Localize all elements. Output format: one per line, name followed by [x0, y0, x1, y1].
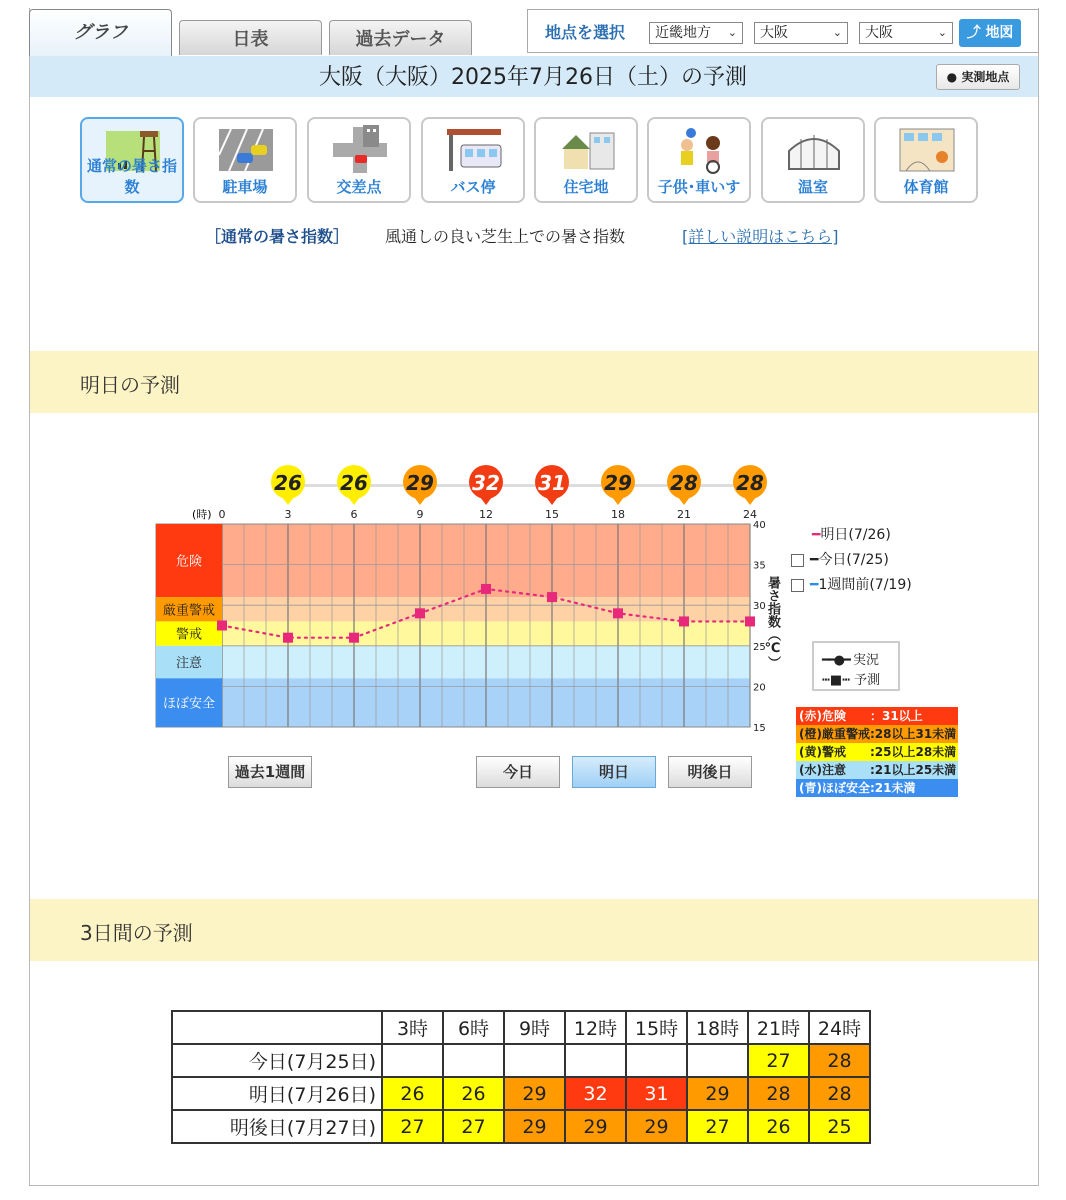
table-cell: 28	[809, 1077, 870, 1110]
table-header: 6時	[443, 1011, 504, 1044]
x-tick-label: 6	[350, 508, 358, 521]
x-tick-label: 15	[545, 508, 559, 521]
key-caution: (水)注意 :21以上25未満	[796, 761, 958, 779]
category-label: 通常の暑さ指数	[86, 157, 177, 196]
data-point	[613, 608, 623, 618]
category-label: 子供･車いす	[657, 178, 741, 196]
table-cell: 29	[504, 1110, 565, 1143]
band-label: 注意	[175, 656, 203, 672]
station-select[interactable]	[859, 22, 953, 44]
category-label: 交差点	[336, 178, 382, 196]
category-label: 住宅地	[563, 178, 609, 196]
category-bus-stop[interactable]	[421, 117, 525, 203]
wbgt-marker: 29	[601, 465, 635, 499]
prefecture-value: 大阪	[760, 25, 788, 41]
category-normal-wbgt[interactable]	[80, 117, 184, 203]
table-cell	[626, 1044, 687, 1077]
table-row-label: 今日(7月25日)	[172, 1044, 382, 1077]
table-cell: 28	[748, 1077, 809, 1110]
intersection-icon	[331, 125, 389, 175]
y-tick-label: 15	[753, 723, 766, 734]
solid-line-icon: ━━●━	[822, 653, 849, 668]
map-button[interactable]	[959, 19, 1021, 47]
key-safe: (青)ほぼ安全:21未満	[796, 779, 958, 797]
chevron-down-icon: ⌄	[727, 26, 737, 39]
legend-week-ago[interactable]	[791, 574, 912, 594]
observation-points-label: 実測地点	[961, 70, 1010, 84]
data-point	[415, 608, 425, 618]
legend-label: 1週間前(7/19)	[818, 577, 912, 593]
line-style-key	[812, 641, 900, 691]
table-row	[172, 1077, 870, 1110]
tomorrow-button[interactable]: 明日	[572, 756, 656, 788]
table-cell: 28	[809, 1044, 870, 1077]
wbgt-marker: 31	[535, 465, 569, 499]
category-label: 温室	[797, 178, 828, 196]
table-header: 12時	[565, 1011, 626, 1044]
band-label: 警戒	[175, 627, 203, 643]
category-greenhouse[interactable]	[761, 117, 865, 203]
data-point	[349, 633, 359, 643]
data-point	[481, 584, 491, 594]
x-tick-label: 9	[416, 508, 424, 521]
y-tick-label: 40	[753, 520, 766, 531]
table-cell	[565, 1044, 626, 1077]
table-row	[172, 1110, 870, 1143]
wbgt-chart	[150, 500, 790, 740]
legend-line-swatch: ━	[810, 577, 819, 593]
y-tick-label: 30	[753, 601, 766, 613]
x-tick-label: 21	[677, 508, 691, 521]
region-select[interactable]	[649, 22, 743, 44]
key-warning: (黄)警戒 :25以上28未満	[796, 743, 958, 761]
x-tick-label: 0	[218, 508, 226, 521]
legend-today[interactable]	[791, 549, 889, 569]
description-heading: ［通常の暑さ指数］	[205, 227, 350, 246]
table-header: 9時	[504, 1011, 565, 1044]
y-tick-label: 35	[753, 560, 766, 572]
tab-daily-table[interactable]: 日表	[179, 20, 322, 55]
y-tick-label: 25	[753, 641, 766, 653]
x-tick-label: 12	[479, 508, 493, 521]
category-label: 体育館	[903, 178, 949, 196]
table-cell	[382, 1044, 443, 1077]
today-button[interactable]: 今日	[476, 756, 560, 788]
tab-past-data[interactable]: 過去データ	[329, 20, 472, 55]
wbgt-marker: 28	[667, 465, 701, 499]
section-3days	[30, 899, 1038, 961]
table-cell	[504, 1044, 565, 1077]
table-cell: 29	[626, 1110, 687, 1143]
x-tick-label: 18	[611, 508, 625, 521]
x-unit-label: (時)	[192, 508, 212, 521]
day-after-button[interactable]: 明後日	[668, 756, 752, 788]
prefecture-select[interactable]	[754, 22, 848, 44]
table-header: 21時	[748, 1011, 809, 1044]
category-child-wheelchair[interactable]	[647, 117, 751, 203]
x-tick-label: 3	[284, 508, 292, 521]
legend-label: 明日(7/26)	[820, 527, 891, 543]
section-title: 3日間の予測	[80, 921, 193, 945]
map-button-label: 地図	[985, 25, 1014, 41]
tab-graph[interactable]: グラフ	[29, 9, 172, 56]
y-axis-label: 暑さ指数（℃）	[765, 576, 780, 669]
legend-label: 今日(7/25)	[818, 552, 889, 568]
observation-points-button[interactable]	[936, 64, 1020, 90]
table-cell: 32	[565, 1077, 626, 1110]
chevron-down-icon: ⌄	[832, 26, 842, 39]
key-forecast	[822, 669, 880, 688]
location-label: 地点を選択	[545, 23, 626, 42]
key-observed	[822, 649, 879, 668]
legend-checkbox[interactable]	[791, 579, 804, 592]
table-header-row	[172, 1011, 870, 1044]
category-intersection[interactable]	[307, 117, 411, 203]
table-header: 3時	[382, 1011, 443, 1044]
key-label: 実況	[852, 653, 879, 668]
legend-checkbox[interactable]	[791, 554, 804, 567]
wbgt-marker: 32	[469, 465, 503, 499]
key-label: 予測	[854, 673, 881, 688]
legend-line-swatch: ━	[810, 552, 819, 568]
data-point	[283, 633, 293, 643]
map-route-icon: ⤴	[966, 25, 981, 41]
child-wheelchair-icon	[671, 125, 729, 175]
table-header: 18時	[687, 1011, 748, 1044]
band-label: 厳重警戒	[162, 603, 216, 619]
data-point	[547, 592, 557, 602]
category-label: 駐車場	[222, 178, 268, 196]
table-row-label: 明日(7月26日)	[172, 1077, 382, 1110]
y-tick-label: 20	[753, 682, 766, 694]
table-cell: 31	[626, 1077, 687, 1110]
legend-line-swatch: ━	[812, 527, 821, 543]
band-label: ほぼ安全	[162, 696, 216, 712]
data-point	[217, 621, 227, 631]
table-cell: 25	[809, 1110, 870, 1143]
table-cell: 26	[443, 1077, 504, 1110]
gym-icon	[898, 125, 956, 175]
details-link[interactable]: [詳しい説明はこちら]	[682, 227, 839, 246]
data-point	[679, 616, 689, 626]
table-cell: 26	[382, 1077, 443, 1110]
person-icon: ●	[946, 70, 958, 84]
table-row	[172, 1044, 870, 1077]
description-text: 風通しの良い芝生上での暑さ指数	[385, 227, 626, 246]
table-cell: 27	[382, 1110, 443, 1143]
category-parking[interactable]	[193, 117, 297, 203]
table-header: 15時	[626, 1011, 687, 1044]
category-residential[interactable]	[534, 117, 638, 203]
wbgt-marker: 26	[337, 465, 371, 499]
dashed-line-icon: ┅■┅	[822, 673, 850, 688]
data-point	[745, 616, 755, 626]
house-icon	[558, 125, 616, 175]
band-label: 危険	[175, 554, 203, 570]
category-gym[interactable]	[874, 117, 978, 203]
parking-icon	[217, 125, 275, 175]
wbgt-marker: 26	[271, 465, 305, 499]
table-cell: 29	[687, 1077, 748, 1110]
region-value: 近畿地方	[655, 25, 711, 41]
table-cell: 29	[504, 1077, 565, 1110]
wbgt-marker: 29	[403, 465, 437, 499]
table-header: 24時	[809, 1011, 870, 1044]
station-value: 大阪	[865, 25, 893, 41]
section-title: 明日の予測	[80, 373, 180, 397]
color-level-key	[796, 707, 958, 797]
bus-stop-icon	[445, 125, 503, 175]
chevron-down-icon: ⌄	[937, 26, 947, 39]
forecast-table	[171, 1010, 871, 1144]
category-label: バス停	[450, 178, 496, 196]
key-severe: (橙)厳重警戒:28以上31未満	[796, 725, 958, 743]
table-cell	[443, 1044, 504, 1077]
x-tick-label: 24	[743, 508, 757, 521]
table-cell: 27	[687, 1110, 748, 1143]
table-cell: 27	[748, 1044, 809, 1077]
section-tomorrow	[30, 351, 1038, 413]
table-row-label: 明後日(7月27日)	[172, 1110, 382, 1143]
greenhouse-icon	[785, 125, 843, 175]
wbgt-marker: 28	[733, 465, 767, 499]
table-cell: 26	[748, 1110, 809, 1143]
table-corner	[172, 1011, 382, 1044]
legend-tomorrow	[812, 524, 891, 544]
past-week-button[interactable]: 過去1週間	[228, 756, 312, 788]
table-cell: 27	[443, 1110, 504, 1143]
table-cell	[687, 1044, 748, 1077]
page-title: 大阪（大阪）2025年7月26日（土）の予測	[319, 65, 747, 90]
table-cell: 29	[565, 1110, 626, 1143]
key-danger: (赤)危険 ：31以上	[796, 707, 958, 725]
